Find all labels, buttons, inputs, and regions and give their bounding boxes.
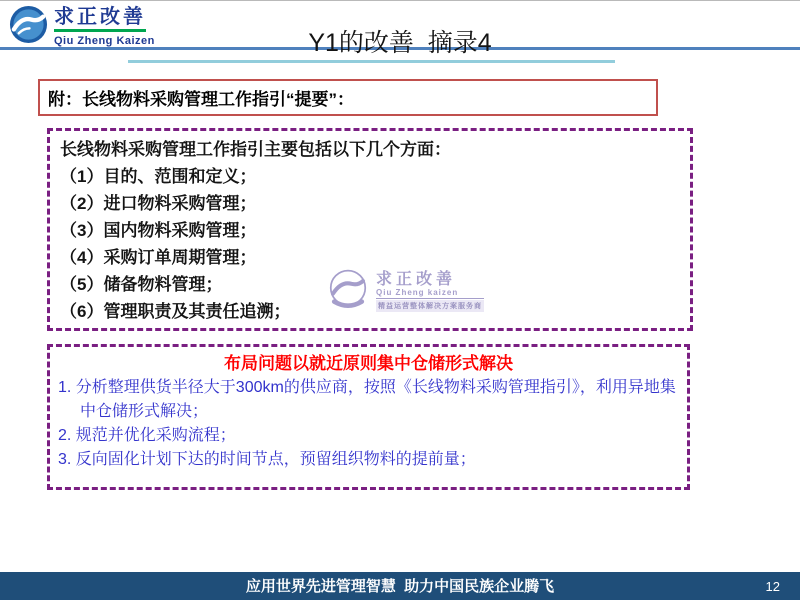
attachment-heading-box [38,79,658,116]
watermark-tagline: 精益运营整体解决方案服务商 [376,300,484,312]
guideline-box [47,128,693,331]
header-rule-light [128,60,615,63]
solution-title: 布局问题以就近原则集中仓储形式解决 [224,354,513,373]
page-number: 12 [765,579,780,594]
guideline-item: （1）目的、范围和定义； [60,167,257,186]
guideline-intro: 长线物料采购管理工作指引主要包括以下几个方面： [60,140,451,159]
attachment-heading-text: 附：长线物料采购管理工作指引“提要”： [48,90,354,109]
watermark-name-cn: 求正改善 [376,271,457,288]
logo-name-en: Qiu Zheng Kaizen [54,35,155,47]
watermark-name-en: Qiu Zheng kaizen [376,288,484,299]
guideline-item: （4）采购订单周期管理； [60,248,257,267]
solution-item: 3. 反向固化计划下达的时间节点，预留组织物料的提前量； [58,451,476,468]
footer-bar [0,572,800,600]
guideline-item: （6）管理职责及其责任追溯； [60,302,291,321]
solution-box [47,344,690,490]
solution-item: 1. 分析整理供货半径大于300km的供应商，按照《长线物料采购管理指引》，利用异地集中仓储形式解决； [58,379,676,420]
solution-item: 2. 规范并优化采购流程； [58,427,236,444]
guideline-item: （3）国内物料采购管理； [60,221,257,240]
guideline-item: （5）储备物料管理； [60,275,223,294]
footer-motto: 应用世界先进管理智慧 助力中国民族企业腾飞 [245,578,555,595]
logo-name-cn: 求正改善 [54,6,146,28]
page-title: Y1的改善 摘录4 [308,29,492,57]
guideline-item: （2）进口物料采购管理； [60,194,257,213]
